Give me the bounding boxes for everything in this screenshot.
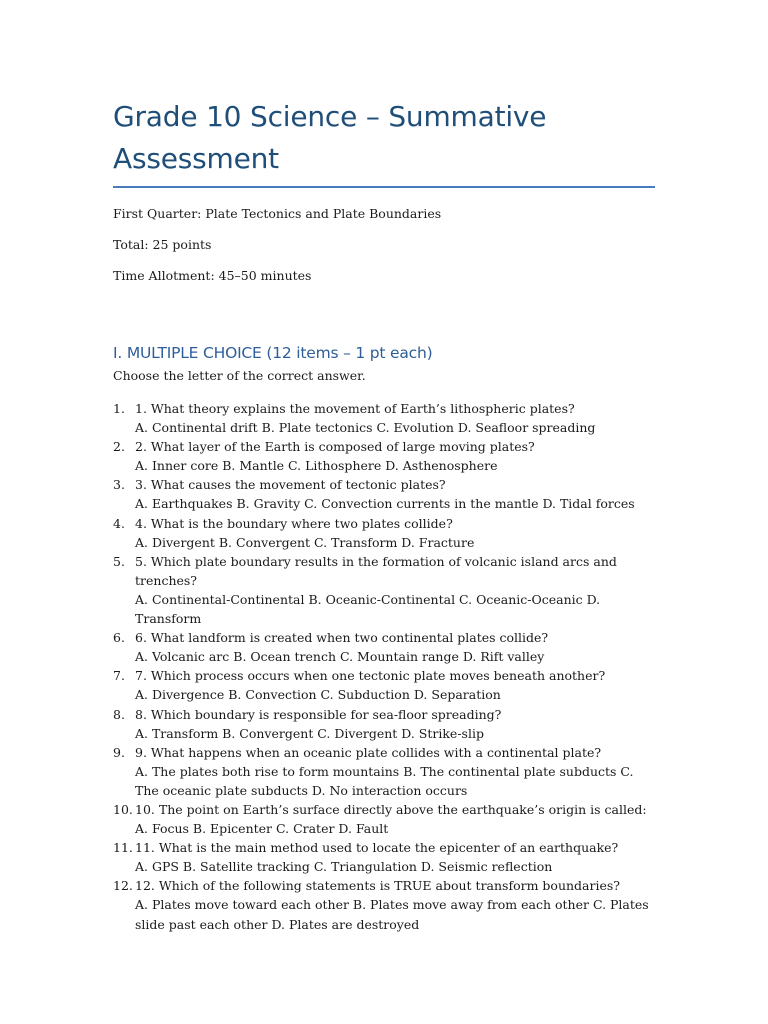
question-text: 7. Which process occurs when one tectonic plate moves beneath another?: [135, 668, 606, 684]
question-text: 4. What is the boundary where two plates collide?: [135, 515, 453, 531]
question-text: 12. Which of the following statements is TRUE about transform boundaries?: [135, 878, 620, 894]
question-item: [113, 399, 655, 437]
question-text: 3. What causes the movement of tectonic plates?: [135, 477, 446, 493]
question-body: [135, 552, 655, 628]
total-points: Total: 25 points: [113, 237, 212, 252]
question-choices: A. Transform B. Convergent C. Divergent D. Strike-slip: [135, 725, 484, 741]
question-body: [135, 743, 655, 800]
question-number: 5.: [113, 553, 125, 569]
question-choices: A. The plates both rise to form mountains B. The continental plate subducts C. The oceanic plate subducts D. No interaction occurs: [135, 763, 634, 798]
question-item: [113, 743, 655, 800]
section-heading-multiple-choice: I. MULTIPLE CHOICE (12 items – 1 pt each): [113, 344, 433, 362]
question-choices: A. Divergence B. Convection C. Subduction D. Separation: [135, 687, 501, 703]
question-choices: A. Volcanic arc B. Ocean trench C. Mountain range D. Rift valley: [135, 649, 545, 665]
question-number: 6.: [113, 630, 125, 646]
question-number: 12.: [113, 878, 133, 894]
question-number: 1.: [113, 401, 125, 416]
question-item: [113, 514, 655, 552]
question-body: [135, 475, 655, 513]
question-item: [113, 666, 655, 704]
question-number: 3.: [113, 477, 125, 493]
question-choices: A. Plates move toward each other B. Plates move away from each other C. Plates slide past each other D. Plates are destroyed: [135, 897, 649, 932]
question-item: [113, 475, 655, 513]
question-body: [135, 838, 655, 876]
question-list: [113, 399, 655, 934]
question-text: 5. Which plate boundary results in the formation of volcanic island arcs and trenches?: [135, 553, 617, 588]
question-choices: A. GPS B. Satellite tracking C. Triangulation D. Seismic reflection: [135, 859, 553, 875]
question-number: 11.: [113, 840, 133, 856]
question-number: 10.: [113, 801, 133, 817]
question-body: [135, 437, 655, 475]
question-text: 10. The point on Earth’s surface directly above the earthquake’s origin is called:: [135, 801, 647, 817]
question-item: [113, 628, 655, 666]
question-body: [135, 628, 655, 666]
question-text: 1. What theory explains the movement of Earth’s lithospheric plates?: [135, 401, 575, 416]
question-number: 7.: [113, 668, 125, 684]
question-item: [113, 838, 655, 876]
question-item: [113, 437, 655, 475]
section-instructions: Choose the letter of the correct answer.: [113, 368, 366, 383]
question-text: 11. What is the main method used to locate the epicenter of an earthquake?: [135, 840, 619, 856]
question-body: [135, 514, 655, 552]
document-page: [113, 96, 655, 934]
question-body: [135, 399, 655, 437]
time-allotment: Time Allotment: 45–50 minutes: [113, 268, 312, 283]
question-body: [135, 800, 655, 838]
question-number: 8.: [113, 706, 125, 722]
question-item: [113, 800, 655, 838]
question-item: [113, 876, 655, 933]
question-choices: A. Inner core B. Mantle C. Lithosphere D. Asthenosphere: [135, 458, 498, 474]
question-text: 8. Which boundary is responsible for sea-floor spreading?: [135, 706, 502, 722]
question-choices: A. Continental-Continental B. Oceanic-Continental C. Oceanic-Oceanic D. Transform: [135, 591, 601, 627]
question-number: 2.: [113, 439, 125, 455]
document-title: Grade 10 Science – Summative Assessment: [113, 100, 547, 175]
question-item: [113, 705, 655, 743]
question-number: 4.: [113, 515, 125, 531]
question-choices: A. Focus B. Epicenter C. Crater D. Fault: [135, 821, 389, 837]
question-item: [113, 552, 655, 628]
question-text: 6. What landform is created when two continental plates collide?: [135, 630, 549, 646]
question-body: [135, 705, 655, 743]
quarter-line: First Quarter: Plate Tectonics and Plate Boundaries: [113, 206, 442, 221]
question-choices: A. Earthquakes B. Gravity C. Convection currents in the mantle D. Tidal forces: [135, 496, 635, 512]
title-divider: [113, 186, 655, 188]
question-text: 2. What layer of the Earth is composed of large moving plates?: [135, 439, 535, 455]
question-choices: A. Continental drift B. Plate tectonics C. Evolution D. Seafloor spreading: [135, 420, 596, 436]
question-number: 9.: [113, 744, 125, 760]
question-text: 9. What happens when an oceanic plate collides with a continental plate?: [135, 744, 602, 760]
question-choices: A. Divergent B. Convergent C. Transform D. Fracture: [135, 534, 475, 550]
question-body: [135, 876, 655, 933]
question-body: [135, 666, 655, 704]
